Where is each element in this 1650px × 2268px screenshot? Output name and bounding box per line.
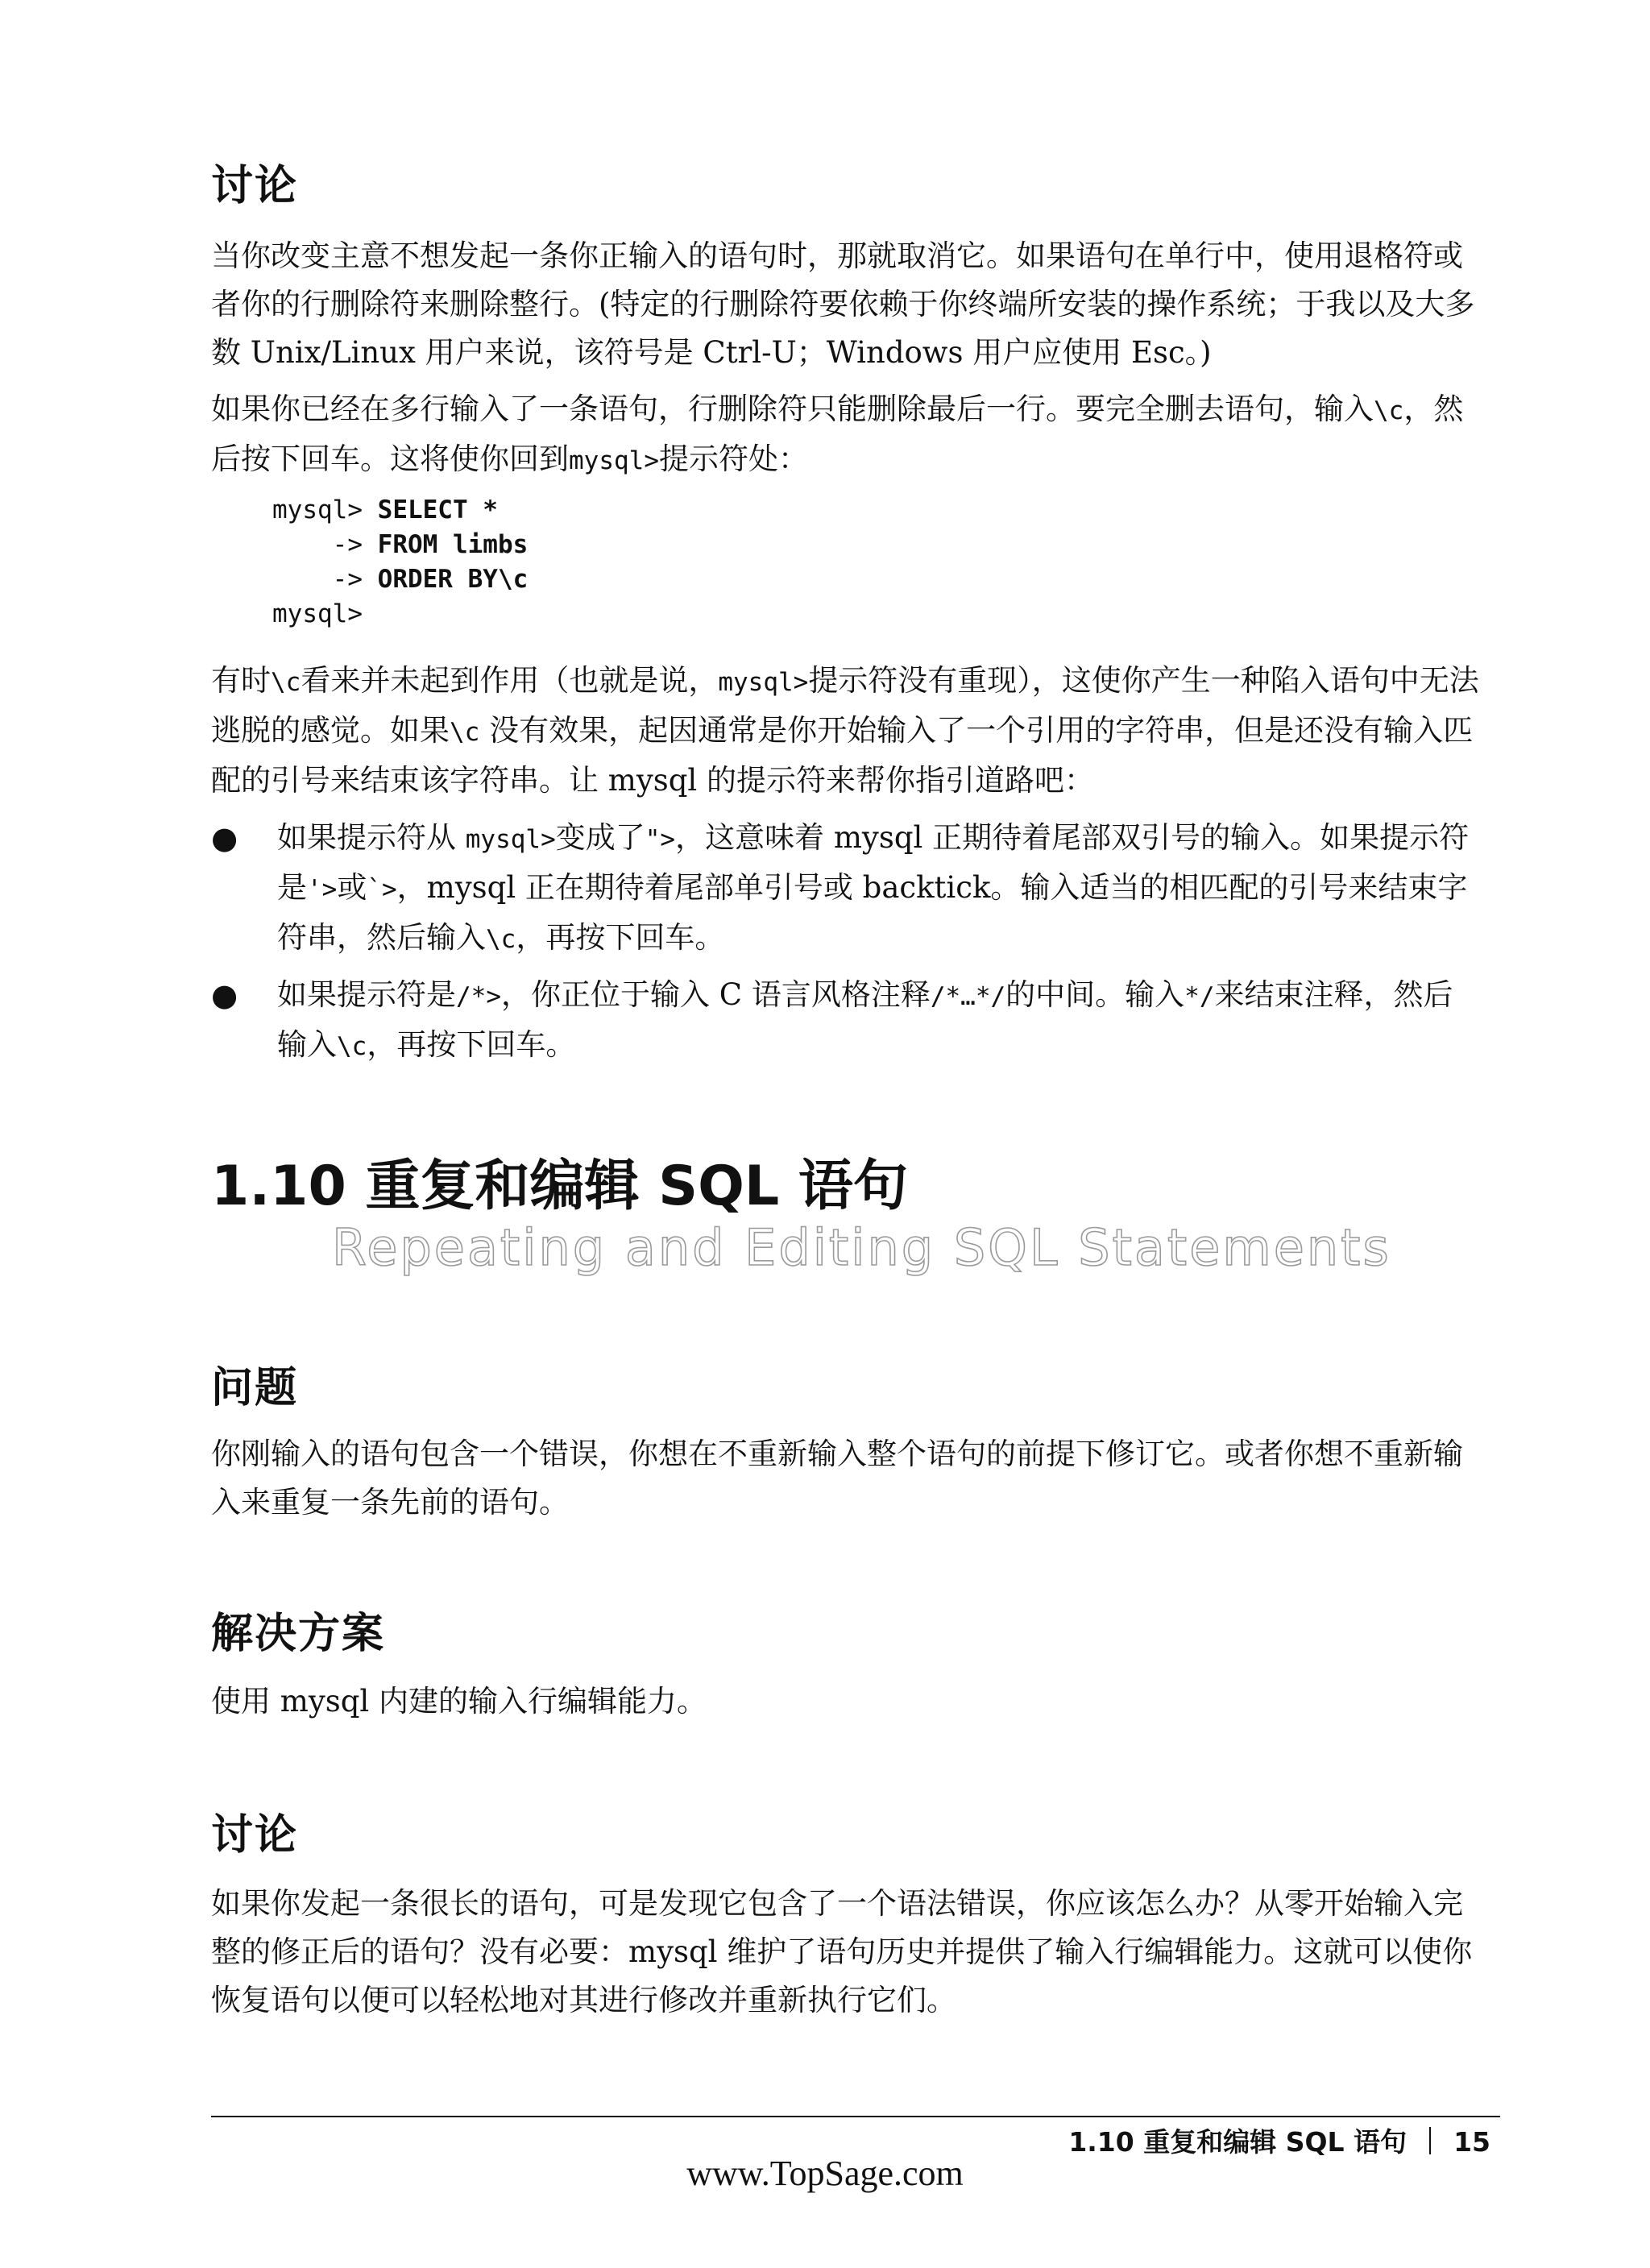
problem-text: 你刚输入的语句包含一个错误，你想在不重新输入整个语句的前提下修订它。或者你想不重新输入来重复一条先前的语句。 [211,1437,1463,1520]
problem-heading: 问题 [211,1364,299,1412]
footer-rule [211,2116,1500,2117]
discussion-heading: 讨论 [211,1811,299,1860]
bullet-text: 如果提示符从 mysql>变成了">，这意味着 mysql 正期待着尾部双引号的输入。如果提示符是'>或`>，mysql 正在期待着尾部单引号或 backtick。输入适当的相匹配的引号来结束字符串，然后输入\c，再按下回车。 [277,820,1470,955]
code-block: mysql> SELECT * -> FROM limbs -> ORDER BY\c mysql> [272,495,529,628]
bullet-icon: ● [211,977,238,1013]
discussion-heading: 讨论 [211,162,299,210]
section-title: 1.10 重复和编辑 SQL 语句 [211,1155,908,1218]
bullet-text: 如果提示符是/*>，你正位于输入 C 语言风格注释/*…*/的中间。输入*/来结束注释，然后输入\c，再按下回车。 [277,977,1453,1062]
discussion-paragraph-1: 当你改变主意不想发起一条你正输入的语句时，那就取消它。如果语句在单行中，使用退格符或者你的行删除符来删除整行。(特定的行删除符要依赖于你终端所安装的操作系统；于我以及大多数 Unix/Linux 用户来说，该符号是 Ctrl-U；Windows 用户应使用 Esc。) [211,238,1475,370]
footer-section-label: 1.10 重复和编辑 SQL 语句 [1068,2126,1407,2158]
solution-text: 使用 mysql 内建的输入行编辑能力。 [211,1684,707,1719]
discussion-paragraph-2: 如果你已经在多行输入了一条语句，行删除符只能删除最后一行。要完全删去语句，输入\c，然后按下回车。这将使你回到mysql>提示符处： [211,392,1464,476]
inline-code: \c [1374,396,1404,425]
discussion-paragraph-3: 有时\c看来并未起到作用（也就是说，mysql>提示符没有重现），这使你产生一种陷入语句中无法逃脱的感觉。如果\c 没有效果，起因通常是你开始输入了一个引用的字符串，但是还没有输入匹配的引号来结束该字符串。让 mysql 的提示符来帮你指引道路吧： [211,663,1479,798]
inline-code: \c [271,668,301,697]
section-subtitle: Repeating and Editing SQL Statements [332,1218,1391,1277]
discussion-paragraph: 如果你发起一条很长的语句，可是发现它包含了一个语法错误，你应该怎么办？从零开始输入完整的修正后的语句？没有必要：mysql 维护了语句历史并提供了输入行编辑能力。这就可以使你恢复语句以便可以轻松地对其进行修改并重新执行它们。 [211,1886,1473,2017]
solution-heading: 解决方案 [211,1610,386,1658]
footer-divider [1429,2127,1431,2154]
inline-code: mysql> [569,446,659,475]
inline-code: \c [450,718,480,747]
bullet-icon: ● [211,820,238,856]
site-watermark-text: www.TopSage.com [686,2154,964,2193]
inline-code: mysql> [718,668,809,697]
page-number: 15 [1453,2126,1490,2158]
